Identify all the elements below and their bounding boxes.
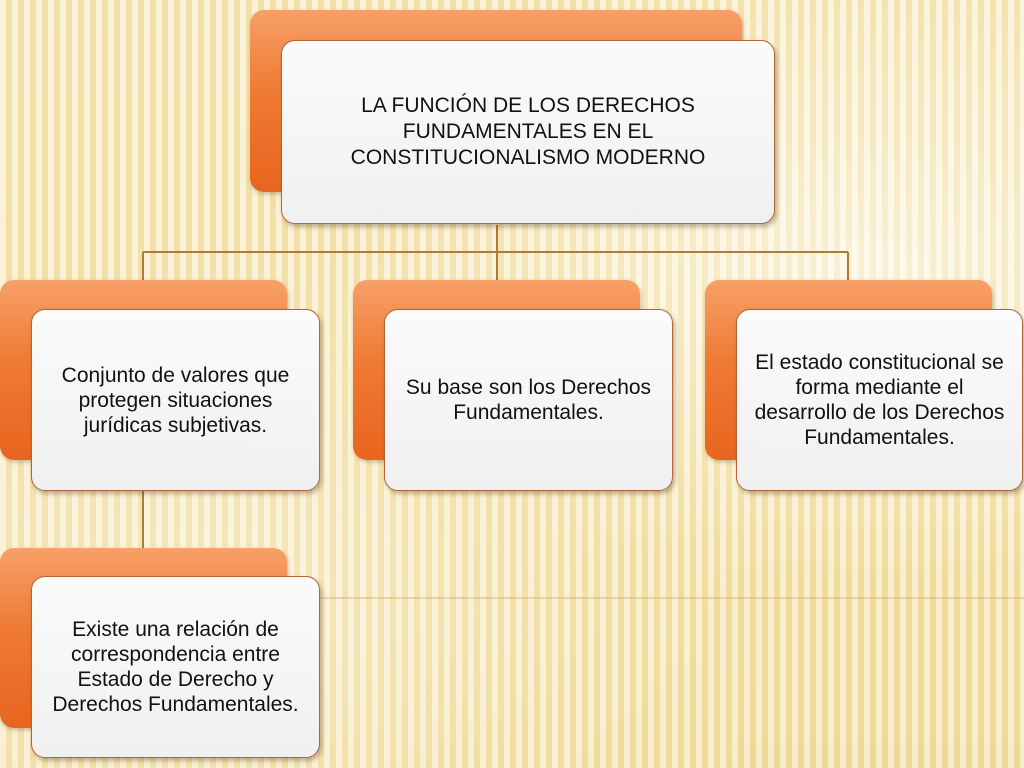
node-3-text: El estado constitucional se forma mediante el desarrollo de los Derechos Fundamentales.: [754, 351, 1005, 449]
node-1-text: Conjunto de valores que protegen situaciones jurídicas subjetivas.: [61, 363, 290, 437]
node-1: [31, 309, 320, 491]
title-node: [281, 40, 775, 224]
node-2: [384, 309, 673, 491]
node-4-text: Existe una relación de correspondencia entre Estado de Derecho y Derechos Fundamentales.: [52, 618, 299, 716]
node-3: [736, 309, 1023, 491]
title-node-text: LA FUNCIÓN DE LOS DERECHOS FUNDAMENTALES EN EL CONSTITUCIONALISMO MODERNO: [350, 94, 706, 169]
node-4: [31, 576, 320, 758]
node-2-text: Su base son los Derechos Fundamentales.: [405, 376, 652, 424]
